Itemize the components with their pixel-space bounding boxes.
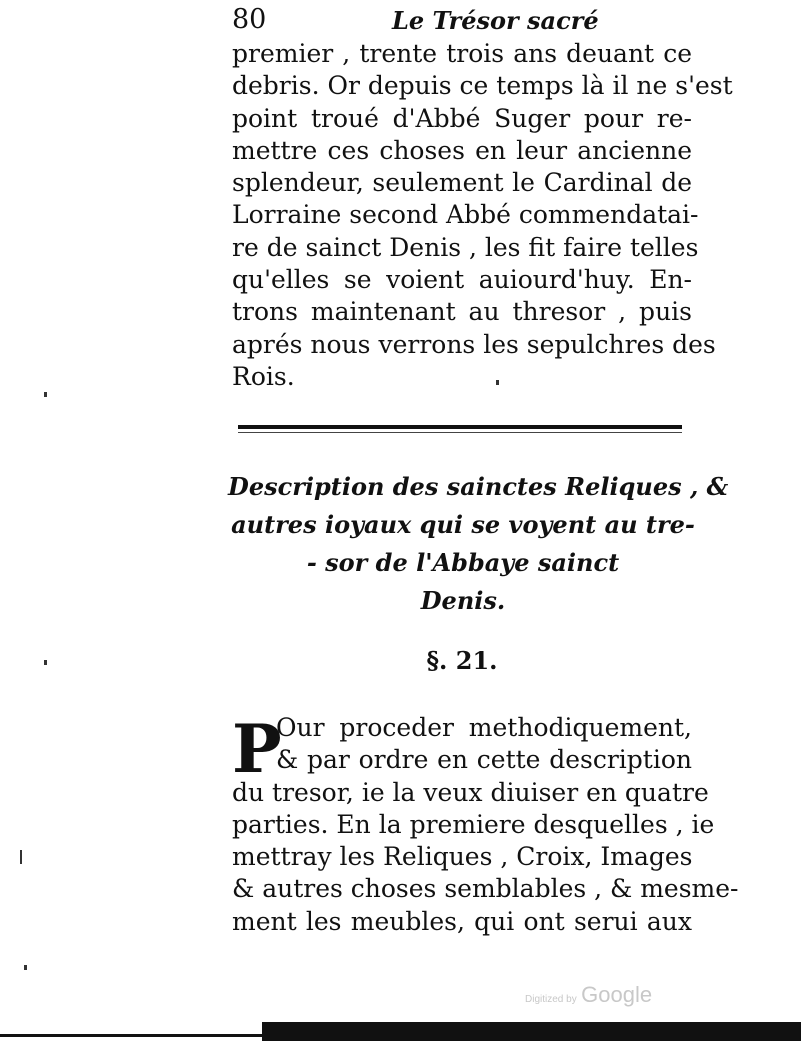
text-line: premier , trente trois ans deuant ce [232,39,692,68]
page-number: 80 [232,4,267,35]
section-divider [238,425,682,429]
paragraph-1 [232,38,733,393]
text-line: ment les meubles, qui ont serui aux [232,906,692,936]
scan-speck [44,392,47,397]
text-line: splendeur, seulement le Cardinal de [232,168,692,198]
text-line: Rois. [232,361,295,391]
running-header [232,4,688,38]
text-line: parties. En la premiere desquelles , ie [232,809,715,839]
text-line: mettray les Reliques , Croix, Images [232,842,693,872]
scan-speck [20,850,22,864]
text-line: & autres choses semblables , & mesme- [232,874,739,904]
scan-speck [24,965,27,970]
running-title: Le Trésor sacré [392,6,599,35]
text-line: aprés nous verrons les sepulchres des [232,329,716,359]
text-line: Lorraine second Abbé commendatai- [232,200,699,230]
section-mark: §. 21. [426,646,498,675]
text-line: qu'elles se voient auiourd'huy. En- [232,265,692,295]
watermark-prefix: Digitized by [525,994,577,1005]
heading-line: Description des sainctes Reliques , & [228,472,729,501]
paragraph-2 [232,712,739,938]
text-line: du tresor, ie la veux diuiser en quatre [232,777,709,807]
text-line: re de sainct Denis , les fit faire telles [232,232,699,262]
page-edge-bar [262,1022,801,1041]
drop-cap: P [232,710,282,788]
heading-line: autres ioyaux qui se voyent au tre- [231,510,695,539]
section-divider-thin [238,432,682,433]
text-line: & par ordre en cette description [276,745,692,775]
text-line: point troué d'Abbé Suger pour re- [232,103,692,133]
chapter-heading [228,468,729,620]
text-line: trons maintenant au thresor , puis [232,297,692,327]
heading-line: Denis. [420,586,506,615]
text-line: mettre ces choses en leur ancienne [232,135,692,165]
page-edge-line [0,1034,262,1037]
scan-speck [496,380,499,385]
watermark-brand: Google [581,982,653,1007]
digitization-watermark [525,982,652,1008]
heading-line: - sor de l'Abbaye sainct [306,548,620,577]
scan-speck [44,660,47,665]
text-line: Our proceder methodiquement, [276,713,692,742]
text-line: debris. Or depuis ce temps là il ne s'est [232,71,733,101]
